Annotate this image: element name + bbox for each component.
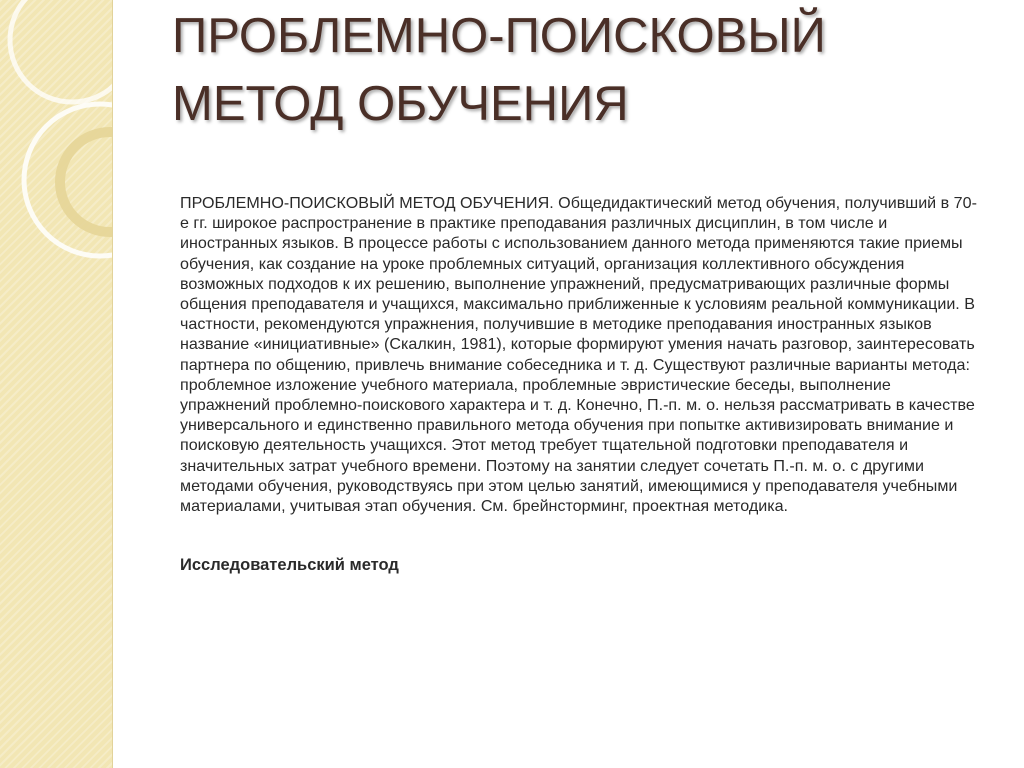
slide-title-line-2: МЕТОД ОБУЧЕНИЯ [172, 77, 629, 131]
slide-title [172, 2, 972, 138]
decorative-rings [0, 0, 112, 768]
slide-title-line-1: ПРОБЛЕМНО-ПОИСКОВЫЙ [172, 9, 826, 63]
slide-content [180, 193, 980, 575]
decorative-side-band [0, 0, 113, 768]
definition-paragraph: ПРОБЛЕМНО-ПОИСКОВЫЙ МЕТОД ОБУЧЕНИЯ. Общедидактический метод обучения, получивший в 70-е гг. широкое распространение в практике преподавания различных дисциплин, в том числе и иностранных языков. В процессе работы с использованием данного метода применяются такие приемы обучения, как создание на уроке проблемных ситуаций, организация коллективного обсуждения возможных подходов к их решению, выполнение упражнений, предусматривающих различные формы общения преподавателя и учащихся, максимально приближенные к условиям реальной коммуникации. В частности, рекомендуются упражнения, получившие в методике преподавания иностранных языков название «инициативные» (Скалкин, 1981), которые формируют умения начать разговор, заинтересовать партнера по общению, привлечь внимание собеседника и т. д. Существуют различные варианты метода: проблемное изложение учебного материала, проблемные эвристические беседы, выполнение упражнений проблемно-поискового характера и т. д. Конечно, П.-п. м. о. нельзя рассматривать в качестве универсального и единственно правильного метода обучения при попытке активизировать внимание и поисковую деятельность учащихся. Этот метод требует тщательной подготовки преподавателя и значительных затрат учебного времени. Поэтому на занятии следует сочетать П.-п. м. о. с другими методами обучения, руководствуясь при этом целью занятий, имеющимися у преподавателя учебными материалами, учитывая этап обучения. См. брейнсторминг, проектная методика. [180, 194, 977, 516]
next-section-heading: Исследовательский метод [180, 556, 399, 575]
decorative-ring-inner [60, 132, 112, 232]
decorative-ring-top [10, 0, 112, 102]
